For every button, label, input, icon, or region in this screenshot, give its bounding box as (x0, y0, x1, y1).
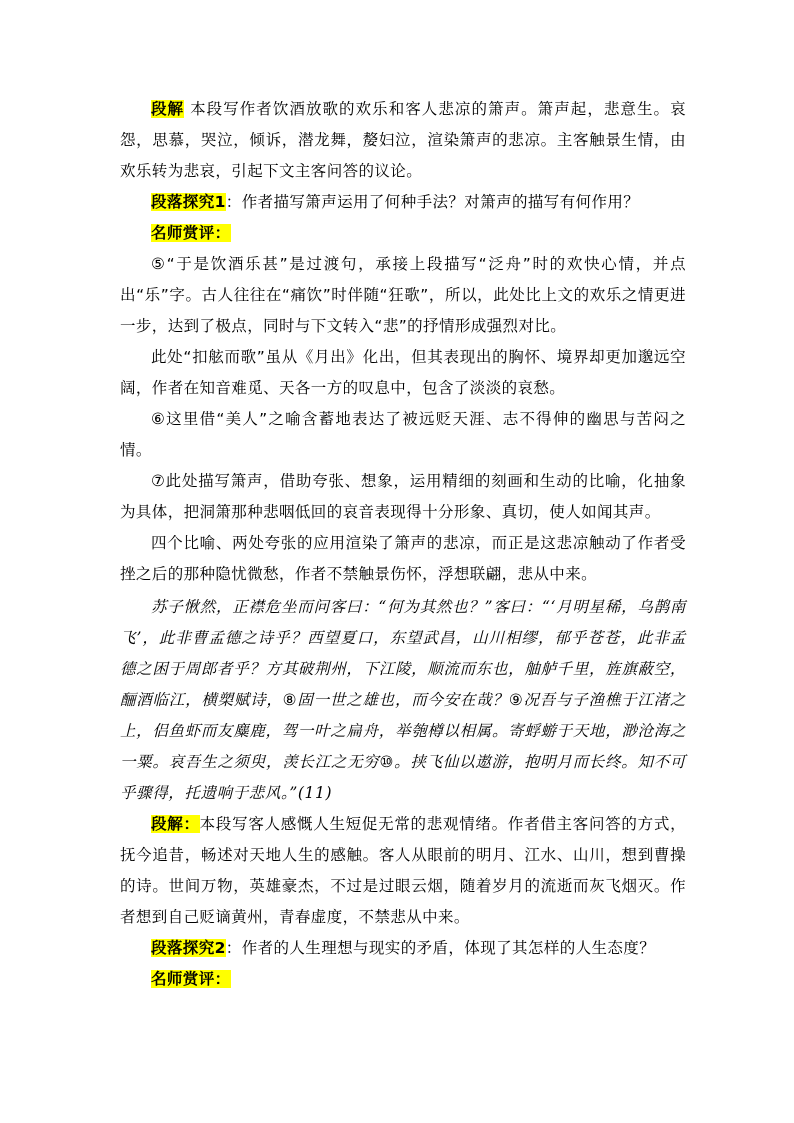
note-mark-9: ⑨ (508, 691, 524, 709)
label-duanjie-2: 段解： (151, 815, 200, 833)
label-comment-1: 名师赏评： (151, 224, 231, 242)
label-explore-2: 段落探究2 (151, 939, 226, 957)
label-comment-2: 名师赏评： (151, 970, 231, 988)
question-1 (120, 187, 686, 218)
classical-text-quote (120, 592, 686, 809)
comment-heading-2 (120, 964, 686, 995)
answer-paragraph-summary: 四个比喻、两处夸张的应用渲染了箫声的悲凉，而正是这悲凉触动了作者受挫之后的那种隐忧微愁，作者不禁触景伤怀，浮想联翩，悲从中来。 (120, 534, 686, 583)
quote-part-3: 况吾与子渔樵于江渚之上，侣鱼虾而友麋鹿，驾一叶之扁舟，举匏樽以相属。寄蜉蝣于天地，渺沧海之一粟。哀吾生之须臾，羡长江之无穷 (120, 691, 686, 771)
question-2-text: ：作者的人生理想与现实的矛盾，体现了其怎样的人生态度？ (225, 939, 656, 957)
answer-paragraph-7: ⑦此处描写箫声，借助夸张、想象，运用精细的刻画和生动的比喻，化抽象为具体，把洞箫那种悲咽低回的哀音表现得十分形象、真切，使人如闻其声。 (120, 472, 686, 521)
comment-heading-1 (120, 218, 686, 249)
analysis-1-text: 本段写作者饮酒放歌的欢乐和客人悲凉的箫声。箫声起，悲意生。哀怨，思慕，哭泣，倾诉，潜龙舞，嫠妇泣，渲染箫声的悲凉。主客触景生情，由欢乐转为悲哀，引起下文主客问答的议论。 (120, 100, 686, 180)
question-1-text: ：作者描写箫声运用了何种手法？对箫声的描写有何作用？ (225, 193, 640, 211)
note-mark-10: ⑩ (379, 753, 395, 771)
answer-paragraph-5: ⑤“于是饮酒乐甚”是过渡句，承接上段描写“泛舟”时的欢快心情，并点出“乐”字。古人往往在“痛饮”时伴随“狂歌”，所以，此处比上文的欢乐之情更进一步，达到了极点，同时与下文转入“悲”的抒情形成强烈对比。 (120, 255, 686, 335)
answer-paragraph-yuechu: 此处“扣舷而歌”虽从《月出》化出，但其表现出的胸怀、境界却更加邈远空阔，作者在知音难觅、天各一方的叹息中，包含了淡淡的哀愁。 (120, 348, 686, 397)
quote-part-2: 固一世之雄也，而今安在哉？ (297, 691, 509, 709)
paragraph-analysis-1 (120, 94, 686, 187)
note-mark-8: ⑧ (282, 691, 298, 709)
quote-part-1: 苏子愀然，正襟危坐而问客曰：“何为其然也？”客曰：“‘月明星稀，乌鹊南飞’，此非曹孟德之诗乎？西望夏口，东望武昌，山川相缪，郁乎苍苍，此非孟德之困于周郎者乎？方其破荆州，下江陵，顺流而东也，舳舻千里，旌旗蔽空，酾酒临江，横槊赋诗， (120, 598, 686, 709)
analysis-2-text: 本段写客人感慨人生短促无常的悲观情绪。作者借主客问答的方式，抚今追昔，畅述对天地人生的感触。客人从眼前的明月、江水、山川，想到曹操的诗。世间万物，英雄豪杰，不过是过眼云烟，随着岁月的流逝而灰飞烟灭。作者想到自己贬谪黄州，青春虚度，不禁悲从中来。 (120, 815, 686, 926)
quote-part-4: 。挟飞仙以遨游，抱明月而长终。知不可乎骤得，托遗响于悲风。”(11) (120, 753, 686, 802)
answer-paragraph-6: ⑥这里借“美人”之喻含蓄地表达了被远贬天涯、志不得伸的幽思与苦闷之情。 (120, 410, 686, 459)
label-duanjie-1: 段解 (151, 100, 185, 118)
paragraph-analysis-2 (120, 809, 686, 933)
question-2 (120, 933, 686, 964)
label-explore-1: 段落探究1 (151, 193, 226, 211)
